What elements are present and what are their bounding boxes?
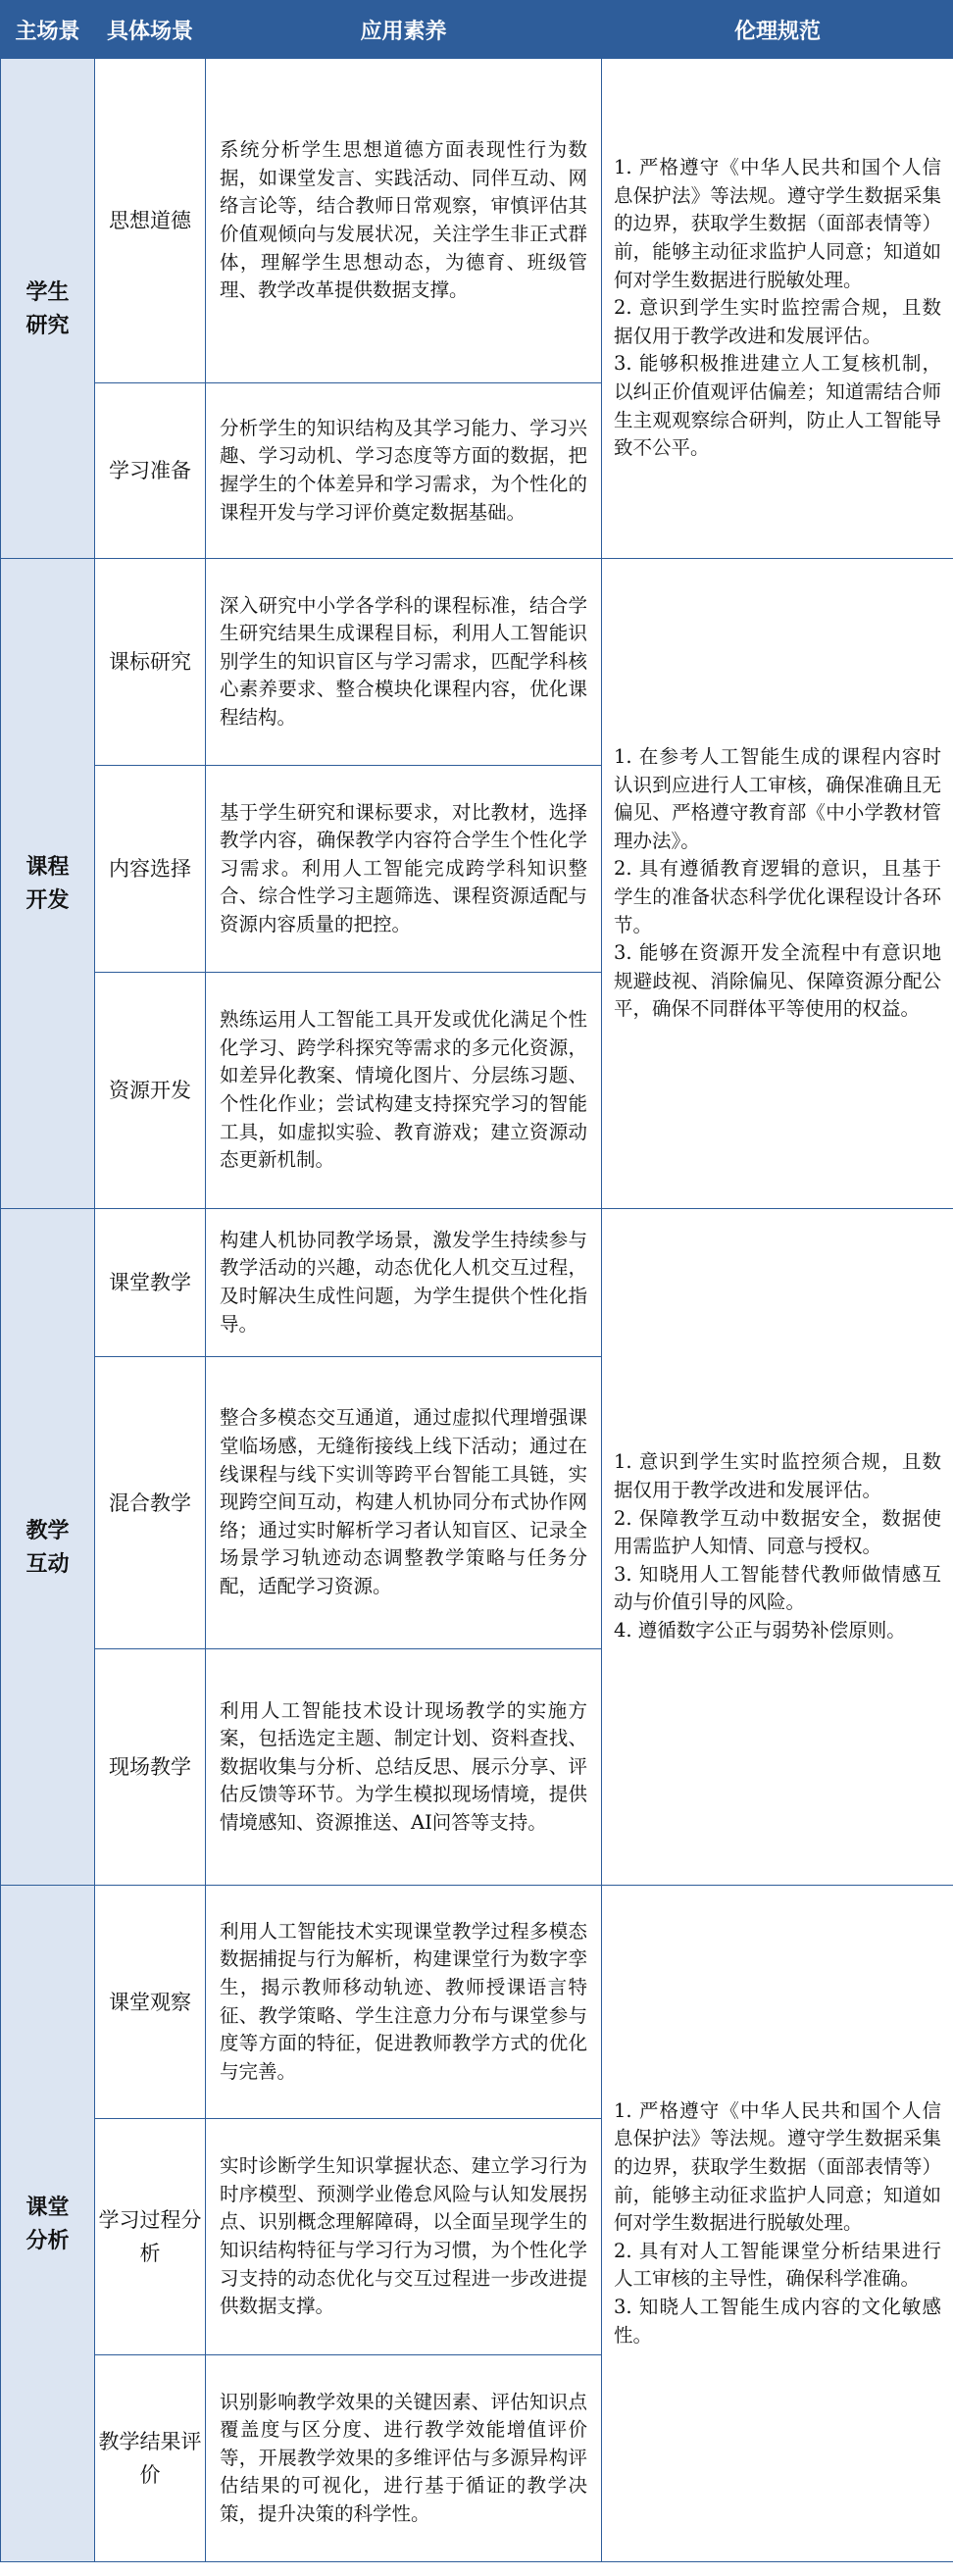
ethics-cell bbox=[602, 59, 953, 559]
sub-scene-cell: 课标研究 bbox=[95, 559, 206, 766]
table-row bbox=[1, 1886, 953, 2119]
ethics-cell bbox=[602, 559, 953, 1209]
main-scene-cell bbox=[1, 559, 95, 1209]
table-header-row bbox=[1, 1, 953, 59]
main-scene-cell bbox=[1, 1209, 95, 1886]
competency-cell: 分析学生的知识结构及其学习能力、学习兴趣、学习动机、学习态度等方面的数据，把握学生的个体差异和学习需求，为个性化的课程开发与学习评价奠定数据基础。 bbox=[206, 383, 602, 559]
main-scene-label: 互动 bbox=[25, 1550, 70, 1577]
ethics-item: 3. 能够积极推进建立人工复核机制，以纠正价值观评估偏差；知道需结合师生主观观察综合研判，防止人工智能导致不公平。 bbox=[614, 352, 941, 460]
ethics-item: 2. 具有对人工智能课堂分析结果进行人工审核的主导性，确保科学准确。 bbox=[614, 2239, 941, 2291]
ethics-item: 1. 严格遵守《中华人民共和国个人信息保护法》等法规。遵守学生数据采集的边界，获取学生数据（面部表情等）前，能够主动征求监护人同意；知道如何对学生数据进行脱敏处理。 bbox=[614, 2098, 941, 2235]
table-row bbox=[1, 559, 953, 766]
main-scene-label: 教学 bbox=[25, 1517, 70, 1543]
main-scene-label: 分析 bbox=[25, 2227, 70, 2253]
header-ethics: 伦理规范 bbox=[602, 1, 953, 59]
sub-scene-cell: 现场教学 bbox=[95, 1649, 206, 1886]
ethics-item: 1. 意识到学生实时监控须合规，且数据仅用于教学改进和发展评估。 bbox=[614, 1450, 941, 1502]
table-row bbox=[1, 1209, 953, 1357]
main-scene-cell bbox=[1, 1886, 95, 2562]
competency-cell: 深入研究中小学各学科的课程标准，结合学生研究结果生成课程目标，利用人工智能识别学生的知识盲区与学习需求，匹配学科核心素养要求、整合模块化课程内容，优化课程结构。 bbox=[206, 559, 602, 766]
competency-cell: 利用人工智能技术实现课堂教学过程多模态数据捕捉与行为解析，构建课堂行为数字孪生，揭示教师移动轨迹、教师授课语言特征、教学策略、学生注意力分布与课堂参与度等方面的特征，促进教师教学方式的优化与完善。 bbox=[206, 1886, 602, 2119]
header-main-scene: 主场景 bbox=[1, 1, 95, 59]
main-scene-label: 研究 bbox=[25, 312, 70, 338]
competency-cell: 识别影响教学效果的关键因素、评估知识点覆盖度与区分度、进行教学效能增值评价等，开展教学效果的多维评估与多源异构评估结果的可视化，进行基于循证的教学决策，提升决策的科学性。 bbox=[206, 2355, 602, 2562]
main-scene-label: 课堂 bbox=[25, 2194, 70, 2220]
ethics-item: 1. 在参考人工智能生成的课程内容时认识到应进行人工审核，确保准确且无偏见、严格遵守教育部《中小学教材管理办法》。 bbox=[614, 745, 941, 852]
competency-cell: 系统分析学生思想道德方面表现性行为数据，如课堂发言、实践活动、同伴互动、网络言论等，结合教师日常观察，审慎评估其价值观倾向与发展状况，关注学生非正式群体，理解学生思想动态，为德育、班级管理、教学改革提供数据支撑。 bbox=[206, 59, 602, 383]
main-scene-cell bbox=[1, 59, 95, 559]
header-competency: 应用素养 bbox=[206, 1, 602, 59]
competency-cell: 利用人工智能技术设计现场教学的实施方案，包括选定主题、制定计划、资料查找、数据收集与分析、总结反思、展示分享、评估反馈等环节。为学生模拟现场情境，提供情境感知、资源推送、AI问答等支持。 bbox=[206, 1649, 602, 1886]
sub-scene-cell: 课堂观察 bbox=[95, 1886, 206, 2119]
sub-scene-cell: 资源开发 bbox=[95, 973, 206, 1209]
main-scene-label: 开发 bbox=[25, 887, 70, 913]
ethics-item: 4. 遵循数字公正与弱势补偿原则。 bbox=[614, 1618, 906, 1642]
sub-scene-cell: 教学结果评价 bbox=[95, 2355, 206, 2562]
sub-scene-cell: 学习过程分析 bbox=[95, 2119, 206, 2355]
sub-scene-cell: 思想道德 bbox=[95, 59, 206, 383]
ethics-item: 3. 知晓人工智能生成内容的文化敏感性。 bbox=[614, 2295, 941, 2347]
competency-cell: 基于学生研究和课标要求，对比教材，选择教学内容，确保教学内容符合学生个性化学习需求。利用人工智能完成跨学科知识整合、综合性学习主题筛选、课程资源适配与资源内容质量的把控。 bbox=[206, 766, 602, 973]
sub-scene-cell: 学习准备 bbox=[95, 383, 206, 559]
ethics-cell bbox=[602, 1886, 953, 2562]
main-scene-label: 课程 bbox=[25, 854, 70, 880]
header-sub-scene: 具体场景 bbox=[95, 1, 206, 59]
main-scene-label: 学生 bbox=[25, 278, 70, 305]
sub-scene-cell: 混合教学 bbox=[95, 1357, 206, 1649]
ethics-cell bbox=[602, 1209, 953, 1886]
ethics-item: 3. 能够在资源开发全流程中有意识地规避歧视、消除偏见、保障资源分配公平，确保不同群体平等使用的权益。 bbox=[614, 941, 941, 1021]
ethics-item: 2. 意识到学生实时监控需合规，且数据仅用于教学改进和发展评估。 bbox=[614, 296, 941, 347]
competency-cell: 实时诊断学生知识掌握状态、建立学习行为时序模型、预测学业倦怠风险与认知发展拐点、识别概念理解障碍，以全面呈现学生的知识结构特征与学习行为习惯，为个性化学习支持的动态优化与交互过程进一步改进提供数据支撑。 bbox=[206, 2119, 602, 2355]
table-row bbox=[1, 59, 953, 383]
ethics-item: 1. 严格遵守《中华人民共和国个人信息保护法》等法规。遵守学生数据采集的边界，获取学生数据（面部表情等）前，能够主动征求监护人同意；知道如何对学生数据进行脱敏处理。 bbox=[614, 156, 941, 291]
competency-cell: 构建人机协同教学场景，激发学生持续参与教学活动的兴趣，动态优化人机交互过程，及时解决生成性问题，为学生提供个性化指导。 bbox=[206, 1209, 602, 1357]
sub-scene-cell: 内容选择 bbox=[95, 766, 206, 973]
competency-cell: 熟练运用人工智能工具开发或优化满足个性化学习、跨学科探究等需求的多元化资源，如差异化教案、情境化图片、分层练习题、个性化作业；尝试构建支持探究学习的智能工具，如虚拟实验、教育游戏；建立资源动态更新机制。 bbox=[206, 973, 602, 1209]
sub-scene-cell: 课堂教学 bbox=[95, 1209, 206, 1357]
ethics-item: 2. 保障教学互动中数据安全，数据使用需监护人知情、同意与授权。 bbox=[614, 1506, 941, 1558]
ethics-item: 2. 具有遵循教育逻辑的意识，且基于学生的准备状态科学优化课程设计各环节。 bbox=[614, 857, 941, 936]
competency-cell: 整合多模态交互通道，通过虚拟代理增强课堂临场感，无缝衔接线上线下活动；通过在线课程与线下实训等跨平台智能工具链，实现跨空间互动，构建人机协同分布式协作网络；通过实时解析学习者认知盲区、记录全场景学习轨迹动态调整教学策略与任务分配，适配学习资源。 bbox=[206, 1357, 602, 1649]
ethics-item: 3. 知晓用人工智能替代教师做情感互动与价值引导的风险。 bbox=[614, 1562, 941, 1614]
